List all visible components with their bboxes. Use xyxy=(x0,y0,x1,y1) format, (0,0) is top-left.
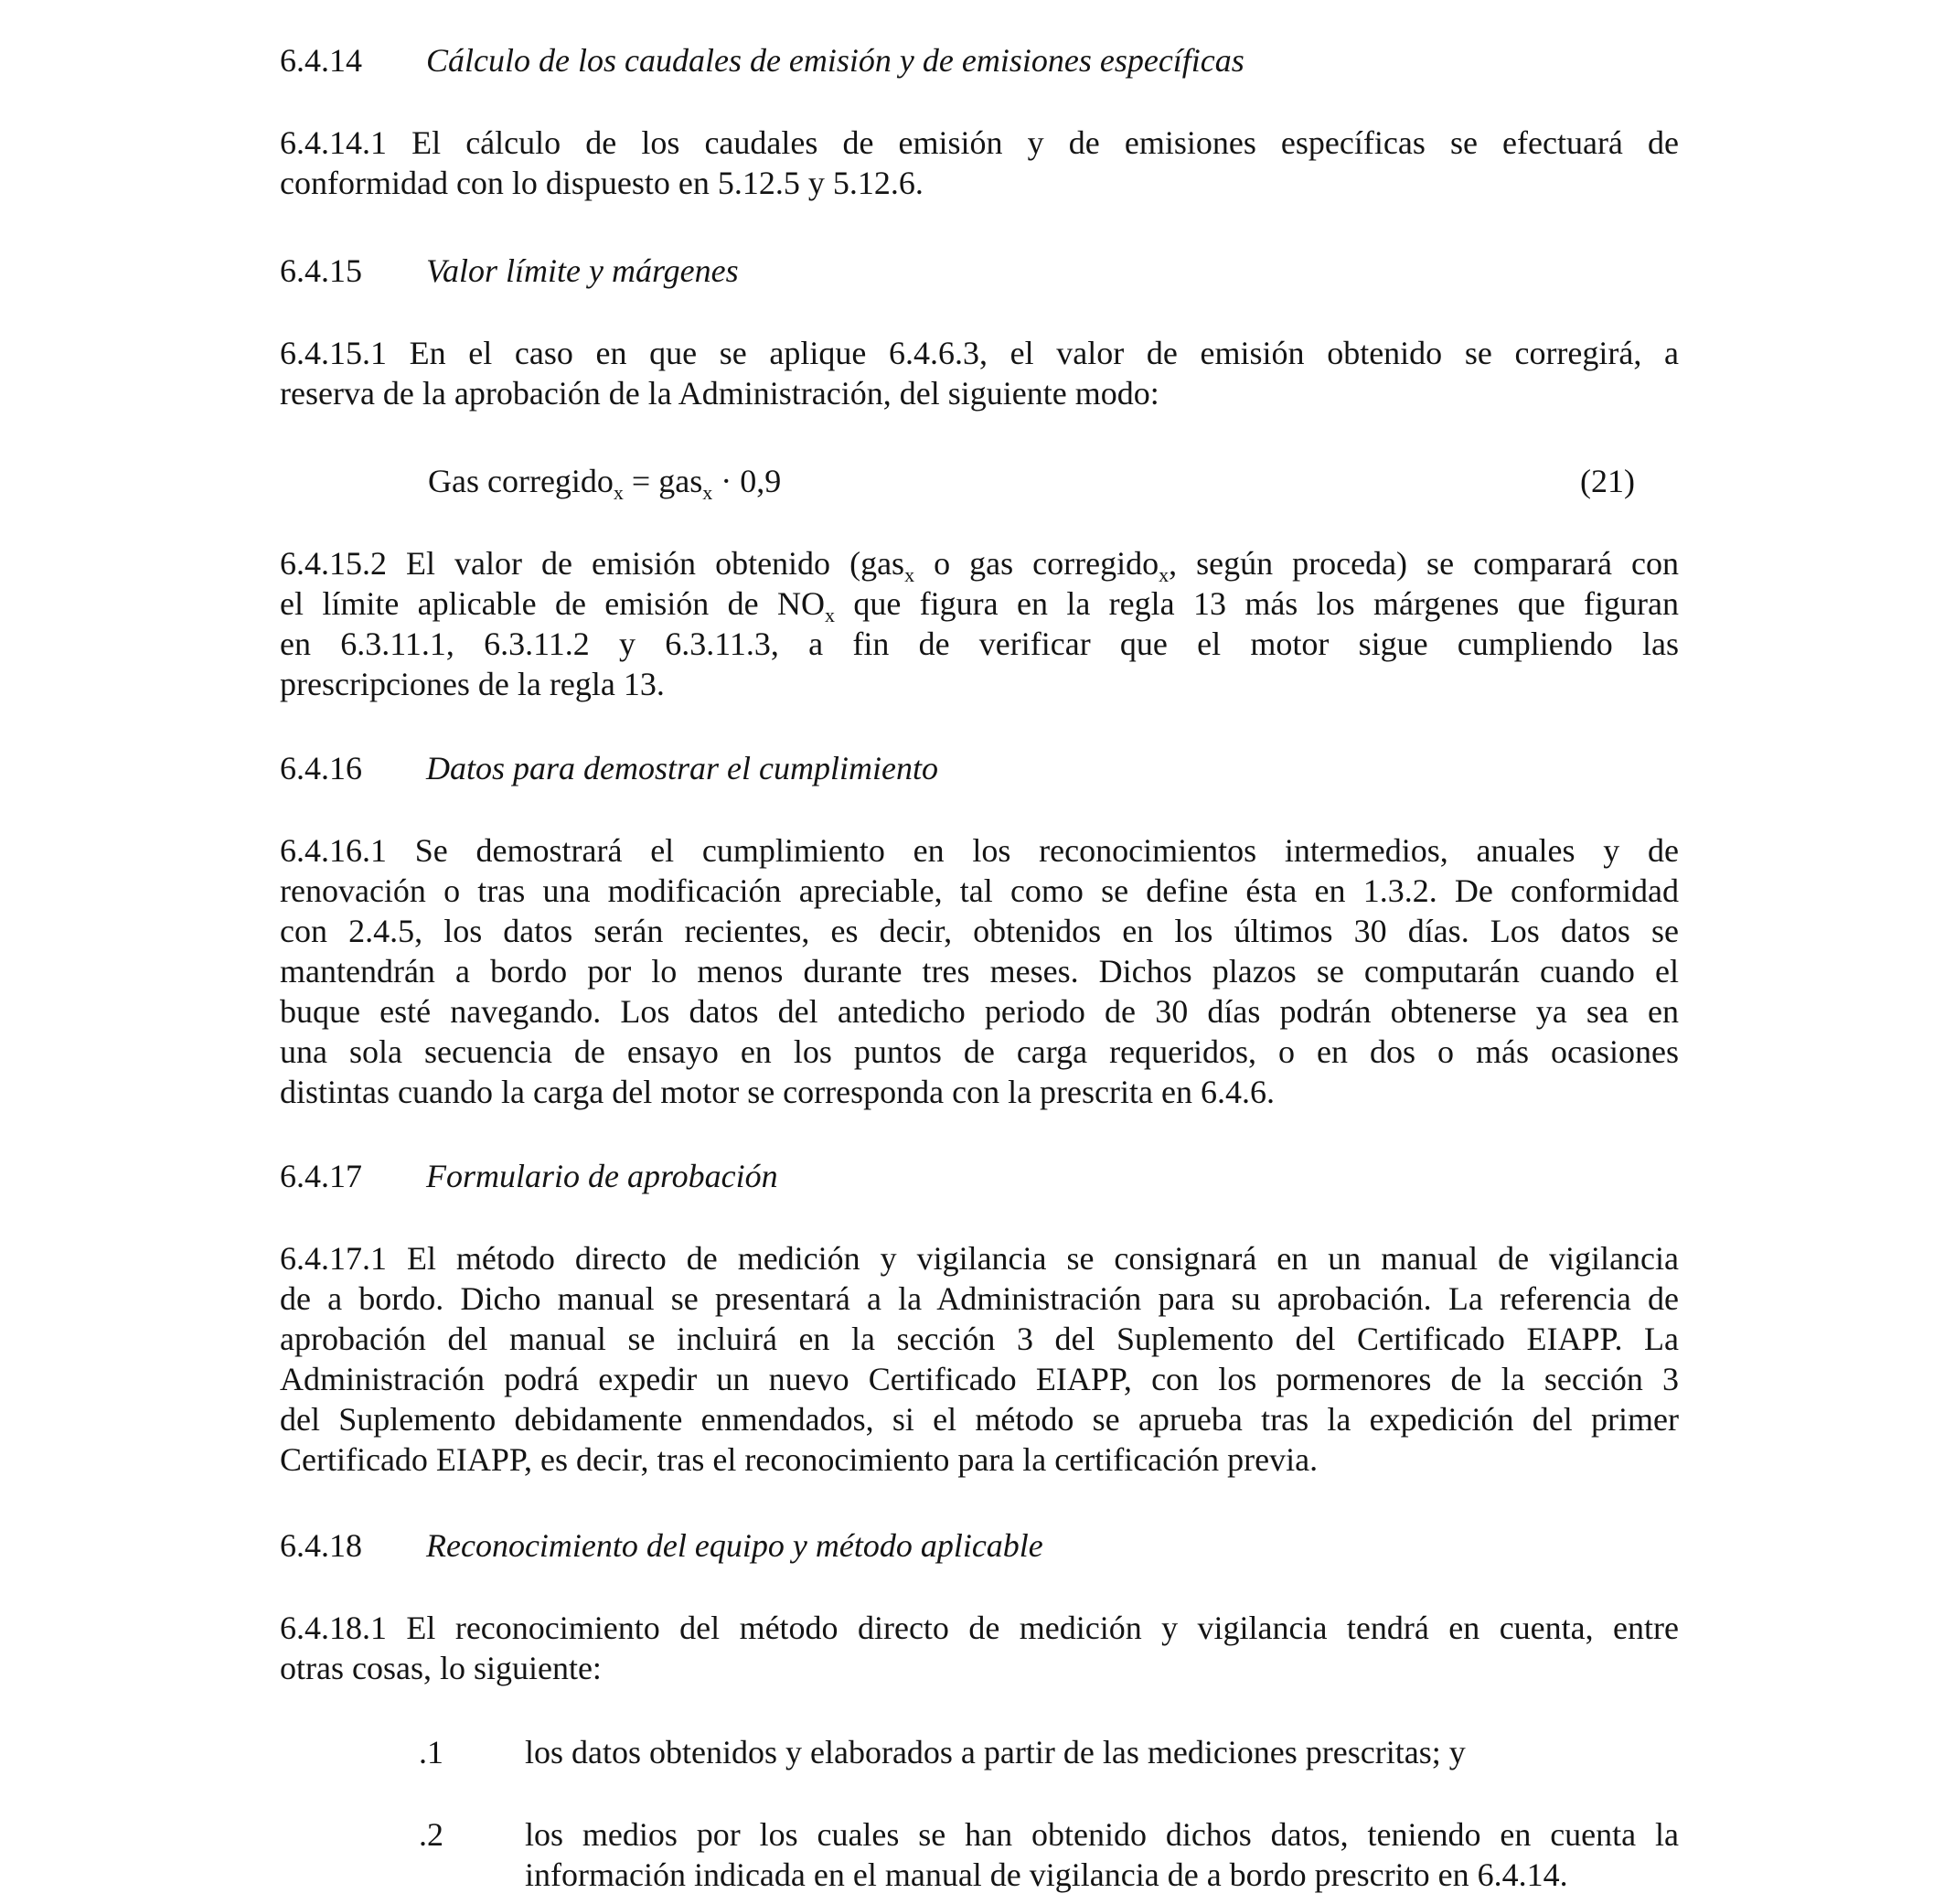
paragraph-line: renovación o tras una modificación apreciable, tal como se define ésta en 1.3.2. De conformidad xyxy=(280,872,1679,909)
section-title: Reconocimiento del equipo y método aplicable xyxy=(426,1527,1043,1564)
paragraph-line: aprobación del manual se incluirá en la sección 3 del Suplemento del Certificado EIAPP. La xyxy=(280,1321,1679,1357)
paragraph-6-4-16-1 xyxy=(280,830,1679,1112)
section-heading-6-4-17 xyxy=(280,1156,778,1196)
paragraph-line: otras cosas, lo siguiente: xyxy=(280,1650,602,1686)
paragraph-line: 6.4.16.1 Se demostrará el cumplimiento en los reconocimientos intermedios, anuales y de xyxy=(280,832,1679,869)
paragraph-line: reserva de la aprobación de la Administración, del siguiente modo: xyxy=(280,375,1159,412)
paragraph-line: Administración podrá expedir un nuevo Certificado EIAPP, con los pormenores de la sección 3 xyxy=(280,1361,1679,1397)
paragraph-6-4-14-1 xyxy=(280,123,1679,203)
list-item-line: información indicada en el manual de vigilancia de a bordo prescrito en 6.4.14. xyxy=(525,1856,1568,1893)
subscript: x xyxy=(1159,563,1170,587)
formula-subscript: x xyxy=(702,481,713,505)
paragraph-line: en 6.3.11.1, 6.3.11.2 y 6.3.11.3, a fin de verificar que el motor sigue cumpliendo las xyxy=(280,626,1679,662)
paragraph-line xyxy=(280,583,1679,627)
paragraph-line: 6.4.14.1 El cálculo de los caudales de emisión y de emisiones específicas se efectuará de xyxy=(280,124,1679,161)
paragraph-line: 6.4.17.1 El método directo de medición y vigilancia se consignará en un manual de vigilancia xyxy=(280,1240,1679,1277)
paragraph-line: mantendrán a bordo por lo menos durante tres meses. Dichos plazos se computarán cuando el xyxy=(280,953,1679,989)
section-number: 6.4.16 xyxy=(280,750,362,786)
text-run: que figura en la regla 13 más los márgenes que figuran xyxy=(834,585,1679,622)
paragraph-line: buque esté navegando. Los datos del antedicho periodo de 30 días podrán obtenerse ya sea en xyxy=(280,993,1679,1030)
section-title: Datos para demostrar el cumplimiento xyxy=(426,750,938,786)
list-marker: .1 xyxy=(419,1734,443,1770)
text-run: , según proceda) se comparará con xyxy=(1169,545,1679,582)
paragraph-6-4-15-1 xyxy=(280,333,1679,413)
list-item-text xyxy=(525,1732,1679,1772)
paragraph-line: una sola secuencia de ensayo en los puntos de carga requeridos, o en dos o más ocasiones xyxy=(280,1033,1679,1070)
section-number: 6.4.18 xyxy=(280,1527,362,1564)
paragraph-line: distintas cuando la carga del motor se corresponda con la prescrita en 6.4.6. xyxy=(280,1074,1275,1110)
list-item-line: los datos obtenidos y elaborados a partir de las mediciones prescritas; y xyxy=(525,1734,1466,1770)
section-title: Cálculo de los caudales de emisión y de emisiones específicas xyxy=(426,42,1244,79)
list-marker: .2 xyxy=(419,1816,443,1853)
paragraph-line: Certificado EIAPP, es decir, tras el reconocimiento para la certificación previa. xyxy=(280,1441,1319,1478)
text-run: el límite aplicable de emisión de NO xyxy=(280,585,825,622)
formula-lhs: Gas corregido xyxy=(428,463,614,499)
formula-21 xyxy=(428,461,1635,505)
text-run: o gas corregido xyxy=(914,545,1159,582)
equation-number: (21) xyxy=(1580,463,1635,499)
paragraph-line xyxy=(280,543,1679,587)
paragraph-line: 6.4.18.1 El reconocimiento del método directo de medición y vigilancia tendrá en cuenta, entre xyxy=(280,1610,1679,1646)
section-number: 6.4.17 xyxy=(280,1158,362,1194)
paragraph-line: con 2.4.5, los datos serán recientes, es decir, obtenidos en los últimos 30 días. Los datos se xyxy=(280,913,1679,949)
formula-middle: = gas xyxy=(623,463,703,499)
paragraph-line: conformidad con lo dispuesto en 5.12.5 y 5.12.6. xyxy=(280,165,924,201)
section-heading-6-4-16 xyxy=(280,748,938,788)
list-item-line: los medios por los cuales se han obtenido dichos datos, teniendo en cuenta la xyxy=(525,1816,1679,1853)
section-heading-6-4-15 xyxy=(280,251,739,291)
section-title: Valor límite y márgenes xyxy=(426,252,739,289)
list-item-text xyxy=(525,1814,1679,1895)
section-title: Formulario de aprobación xyxy=(426,1158,778,1194)
section-number: 6.4.15 xyxy=(280,252,362,289)
section-heading-6-4-14 xyxy=(280,40,1244,80)
subscript: x xyxy=(904,563,915,587)
paragraph-line: del Suplemento debidamente enmendados, si el método se aprueba tras la expedición del primer xyxy=(280,1401,1679,1438)
paragraph-line: de a bordo. Dicho manual se presentará a la Administración para su aprobación. La referencia de xyxy=(280,1280,1679,1317)
paragraph-6-4-15-2 xyxy=(280,543,1679,704)
formula-rhs: · 0,9 xyxy=(712,463,782,499)
paragraph-line: 6.4.15.1 En el caso en que se aplique 6.4.6.3, el valor de emisión obtenido se corregirá, a xyxy=(280,335,1679,371)
paragraph-6-4-17-1 xyxy=(280,1238,1679,1480)
section-number: 6.4.14 xyxy=(280,42,362,79)
text-run: 6.4.15.2 El valor de emisión obtenido (gas xyxy=(280,545,905,582)
paragraph-line: prescripciones de la regla 13. xyxy=(280,666,665,702)
subscript: x xyxy=(824,604,835,627)
formula-subscript: x xyxy=(613,481,624,505)
paragraph-6-4-18-1 xyxy=(280,1608,1679,1688)
section-heading-6-4-18 xyxy=(280,1525,1043,1566)
